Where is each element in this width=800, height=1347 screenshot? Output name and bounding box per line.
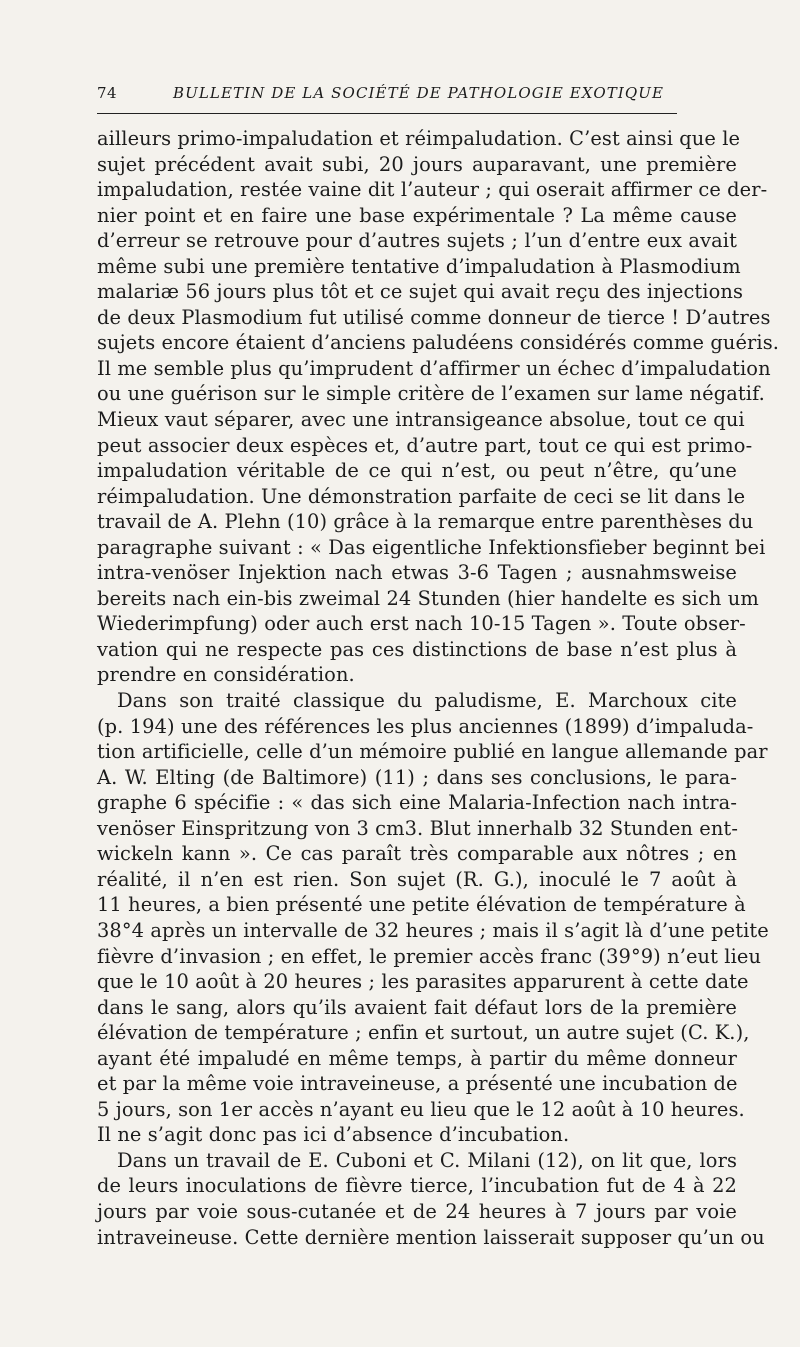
text-line: 11 heures, a bien présenté une petite élévation de température à xyxy=(97,893,746,917)
page-number: 74 xyxy=(97,84,117,102)
text-line: prendre en considération. xyxy=(97,663,355,687)
text-line: ou une guérison sur le simple critère de l’examen sur lame négatif. xyxy=(97,382,765,406)
text-line: intra-venöser Injektion nach etwas 3-6 Tagen ; ausnahmsweise xyxy=(97,561,737,585)
text-line: Il me semble plus qu’imprudent d’affirmer un échec d’impaludation xyxy=(97,356,771,380)
text-line: bereits nach ein-bis zweimal 24 Stunden (hier handelte es sich um xyxy=(97,586,759,610)
text-line: peut associer deux espèces et, d’autre part, tout ce qui est primo- xyxy=(97,433,753,457)
text-line: de leurs inoculations de fièvre tierce, l’incubation fut de 4 à 22 xyxy=(97,1174,737,1198)
text-line: impaludation, restée vaine dit l’auteur ; qui oserait affirmer ce der- xyxy=(97,178,768,202)
text-line: 5 jours, son 1er accès n’ayant eu lieu que le 12 août à 10 heures. xyxy=(97,1097,745,1121)
text-line: dans le sang, alors qu’ils avaient fait défaut lors de la première xyxy=(97,995,737,1019)
text-line: paragraphe suivant : « Das eigentliche Infektionsfieber beginnt bei xyxy=(97,535,766,559)
text-line: Dans son traité classique du paludisme, E. Marchoux cite xyxy=(117,689,737,713)
text-line: Il ne s’agit donc pas ici d’absence d’incubation. xyxy=(97,1123,570,1147)
text-line: ailleurs primo-impaludation et réimpaludation. C’est ainsi que le xyxy=(97,127,741,150)
text-line: intraveineuse. Cette dernière mention laisserait supposer qu’un ou xyxy=(97,1225,765,1249)
text-line: sujets encore étaient d’anciens paludéens considérés comme guéris. xyxy=(97,331,780,355)
text-line: venöser Einspritzung von 3 cm3. Blut innerhalb 32 Stunden ent- xyxy=(97,816,738,840)
text-line: Wiederimpfung) oder auch erst nach 10-15 Tagen ». Toute obser- xyxy=(97,612,746,636)
text-line: malariæ 56 jours plus tôt et ce sujet qui avait reçu des injections xyxy=(97,280,744,304)
text-line: tion artificielle, celle d’un mémoire publié en langue allemande par xyxy=(97,740,768,764)
text-line: Dans un travail de E. Cuboni et C. Milani (12), on lit que, lors xyxy=(117,1148,737,1172)
text-line: Mieux vaut séparer, avec une intransigeance absolue, tout ce qui xyxy=(97,408,745,432)
text-line: et par la même voie intraveineuse, a présenté une incubation de xyxy=(97,1072,738,1096)
text-line: jours par voie sous-cutanée et de 24 heures à 7 jours par voie xyxy=(97,1199,737,1223)
text-line: wickeln kann ». Ce cas paraît très comparable aux nôtres ; en xyxy=(97,842,737,866)
text-line: travail de A. Plehn (10) grâce à la remarque entre parenthèses du xyxy=(97,510,754,534)
text-line: A. W. Elting (de Baltimore) (11) ; dans ses conclusions, le para- xyxy=(97,765,737,789)
text-line: graphe 6 spécifie : « das sich eine Malaria-Infection nach intra- xyxy=(97,791,737,815)
text-line: sujet précédent avait subi, 20 jours auparavant, une première xyxy=(97,152,737,176)
text-line: d’erreur se retrouve pour d’autres sujets ; l’un d’entre eux avait xyxy=(97,229,737,253)
text-line: nier point et en faire une base expérimentale ? La même cause xyxy=(97,203,737,227)
text-line: que le 10 août à 20 heures ; les parasites apparurent à cette date xyxy=(97,970,749,994)
text-line: de deux Plasmodium fut utilisé comme donneur de tierce ! D’autres xyxy=(97,305,771,329)
text-line: vation qui ne respecte pas ces distinctions de base n’est plus à xyxy=(97,637,737,661)
text-line: élévation de température ; enfin et surtout, un autre sujet (C. K.), xyxy=(97,1021,750,1045)
text-line: fièvre d’invasion ; en effet, le premier accès franc (39°9) n’eut lieu xyxy=(97,944,762,968)
text-line: réalité, il n’en est rien. Son sujet (R. G.), inoculé le 7 août à xyxy=(97,867,737,891)
text-line: même subi une première tentative d’impaludation à Plasmodium xyxy=(97,254,741,278)
text-line: 38°4 après un intervalle de 32 heures ; mais il s’agit là d’une petite xyxy=(97,918,769,942)
body-text xyxy=(97,126,780,1250)
text-line: ayant été impaludé en même temps, à partir du même donneur xyxy=(97,1046,737,1070)
running-title: BULLETIN DE LA SOCIÉTÉ DE PATHOLOGIE EXOTIQUE xyxy=(173,84,665,102)
text-line: réimpaludation. Une démonstration parfaite de ceci se lit dans le xyxy=(97,484,746,508)
text-line: (p. 194) une des références les plus anciennes (1899) d’impaluda- xyxy=(97,714,754,738)
text-line: impaludation véritable de ce qui n’est, ou peut n’être, qu’une xyxy=(97,459,737,483)
header-rule xyxy=(97,113,677,114)
